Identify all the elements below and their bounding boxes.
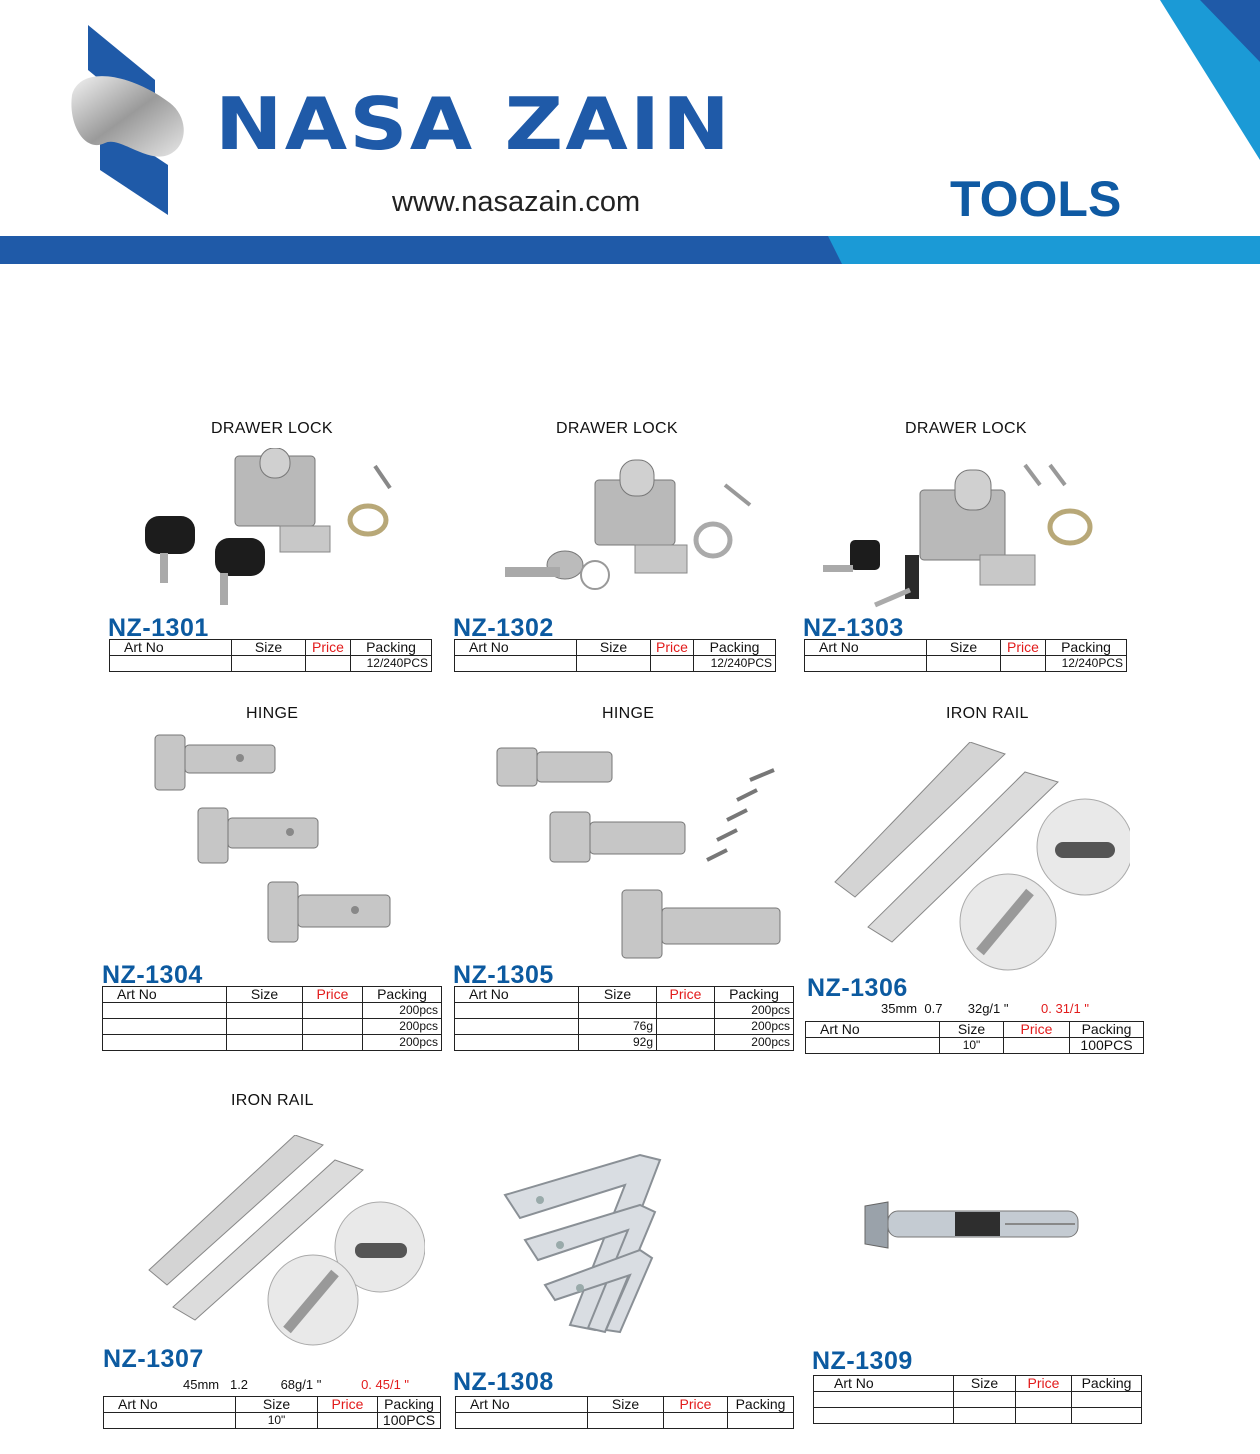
price-header: Price: [664, 1397, 728, 1413]
size-cell: 10": [940, 1038, 1004, 1054]
product-table: [804, 639, 1127, 672]
size-cell: 92g: [579, 1035, 657, 1051]
packing-cell: 200pcs: [363, 1019, 442, 1035]
packing-cell: 200pcs: [715, 1003, 794, 1019]
packing-header: Packing: [363, 987, 442, 1003]
spec-thickness: 1.2: [229, 1377, 249, 1392]
price-cell: [1016, 1392, 1072, 1408]
size-cell: [954, 1392, 1016, 1408]
size-cell: [232, 656, 306, 672]
spec-weight: 68g/1 ": [280, 1377, 322, 1392]
product-table: [454, 639, 776, 672]
art-no-header: Art No: [103, 987, 227, 1003]
spec-thickness: 0.7: [924, 1001, 943, 1016]
art-no-cell: [455, 1003, 579, 1019]
price-header: Price: [657, 987, 715, 1003]
art-no-header: Art No: [104, 1397, 236, 1413]
packing-cell: [1072, 1408, 1142, 1424]
size-header: Size: [227, 987, 303, 1003]
price-cell: [303, 1003, 363, 1019]
spec-width: 45mm: [183, 1377, 220, 1392]
packing-header: Packing: [351, 640, 432, 656]
product-table: [103, 1396, 441, 1429]
art-no-cell: [814, 1408, 954, 1424]
art-no-cell: [814, 1392, 954, 1408]
price-header: Price: [1016, 1376, 1072, 1392]
drawer-lock-image: [495, 455, 775, 605]
packing-cell: 12/240PCS: [694, 656, 776, 672]
size-cell: [588, 1413, 664, 1429]
packing-cell: 12/240PCS: [1046, 656, 1127, 672]
price-header: Price: [303, 987, 363, 1003]
iron-rail-image: [830, 742, 1130, 974]
price-cell: [318, 1413, 378, 1429]
product-code: NZ-1309: [812, 1347, 913, 1375]
corner-decoration: [1090, 0, 1260, 160]
product-code: NZ-1307: [103, 1345, 204, 1373]
size-cell: [227, 1035, 303, 1051]
product-spec: [183, 1377, 409, 1392]
art-no-cell: [455, 656, 577, 672]
art-no-header: Art No: [455, 640, 577, 656]
size-cell: [927, 656, 1001, 672]
size-cell: 10": [236, 1413, 318, 1429]
size-cell: [227, 1003, 303, 1019]
product-title: DRAWER LOCK: [211, 420, 333, 437]
art-no-cell: [104, 1413, 236, 1429]
art-no-cell: [456, 1413, 588, 1429]
packing-header: Packing: [1070, 1022, 1144, 1038]
product-code: NZ-1304: [102, 961, 203, 989]
art-no-cell: [103, 1035, 227, 1051]
packing-cell: 200pcs: [363, 1035, 442, 1051]
price-header: Price: [1004, 1022, 1070, 1038]
price-cell: [664, 1413, 728, 1429]
packing-header: Packing: [715, 987, 794, 1003]
size-header: Size: [579, 987, 657, 1003]
packing-cell: 100PCS: [378, 1413, 441, 1429]
brand-logo: [60, 25, 195, 215]
product-code: NZ-1302: [453, 614, 554, 642]
packing-cell: [728, 1413, 794, 1429]
art-no-header: Art No: [814, 1376, 954, 1392]
product-code: NZ-1303: [803, 614, 904, 642]
size-header: Size: [940, 1022, 1004, 1038]
art-no-header: Art No: [110, 640, 232, 656]
size-header: Size: [588, 1397, 664, 1413]
price-cell: [657, 1019, 715, 1035]
corner-bracket-image: [500, 1150, 750, 1335]
drawer-lock-image: [815, 455, 1105, 615]
packing-header: Packing: [378, 1397, 441, 1413]
packing-header: Packing: [694, 640, 776, 656]
art-no-cell: [103, 1019, 227, 1035]
section-title: TOOLS: [950, 171, 1122, 227]
price-header: Price: [318, 1397, 378, 1413]
art-no-cell: [806, 1038, 940, 1054]
product-table: [455, 1396, 794, 1429]
packing-header: Packing: [1072, 1376, 1142, 1392]
price-cell: [657, 1003, 715, 1019]
product-title: HINGE: [602, 705, 655, 722]
hinge-image: [492, 740, 787, 970]
art-no-header: Art No: [805, 640, 927, 656]
size-header: Size: [236, 1397, 318, 1413]
iron-rail-image: [145, 1135, 425, 1347]
brand-name: NASA ZAIN: [215, 82, 733, 166]
product-code: NZ-1305: [453, 961, 554, 989]
anchor-bolt-image: [860, 1198, 1085, 1253]
packing-cell: 200pcs: [715, 1019, 794, 1035]
packing-cell: 12/240PCS: [351, 656, 432, 672]
art-no-header: Art No: [455, 987, 579, 1003]
product-code: NZ-1306: [807, 974, 908, 1002]
size-header: Size: [232, 640, 306, 656]
drawer-lock-image: [140, 448, 430, 608]
art-no-cell: [805, 656, 927, 672]
product-table: [109, 639, 432, 672]
price-cell: [657, 1035, 715, 1051]
product-table: [454, 986, 794, 1051]
spec-price: 0. 45/1 ": [361, 1377, 410, 1392]
product-code: NZ-1308: [453, 1368, 554, 1396]
size-header: Size: [577, 640, 651, 656]
size-header: Size: [927, 640, 1001, 656]
art-no-cell: [103, 1003, 227, 1019]
product-title: DRAWER LOCK: [556, 420, 678, 437]
product-title: DRAWER LOCK: [905, 420, 1027, 437]
packing-cell: 200pcs: [363, 1003, 442, 1019]
product-table: [102, 986, 442, 1051]
packing-cell: [1072, 1392, 1142, 1408]
spec-price: 0. 31/1 ": [1041, 1001, 1089, 1016]
size-cell: [954, 1408, 1016, 1424]
spec-width: 35mm: [881, 1001, 918, 1016]
header-band: [0, 236, 1260, 266]
price-cell: [303, 1035, 363, 1051]
hinge-image: [150, 730, 400, 955]
spec-weight: 32g/1 ": [967, 1001, 1009, 1016]
price-cell: [303, 1019, 363, 1035]
art-no-cell: [110, 656, 232, 672]
price-cell: [306, 656, 351, 672]
price-header: Price: [651, 640, 694, 656]
art-no-cell: [455, 1035, 579, 1051]
price-cell: [1016, 1408, 1072, 1424]
size-cell: [579, 1003, 657, 1019]
size-cell: 76g: [579, 1019, 657, 1035]
product-spec: [881, 1001, 1089, 1016]
price-cell: [1001, 656, 1046, 672]
product-table: [805, 1021, 1144, 1054]
product-table: [813, 1375, 1142, 1424]
product-title: HINGE: [246, 705, 299, 722]
price-header: Price: [306, 640, 351, 656]
product-title: IRON RAIL: [946, 705, 1029, 722]
packing-cell: 200pcs: [715, 1035, 794, 1051]
price-cell: [651, 656, 694, 672]
packing-header: Packing: [728, 1397, 794, 1413]
packing-header: Packing: [1046, 640, 1127, 656]
art-no-header: Art No: [806, 1022, 940, 1038]
website-url[interactable]: www.nasazain.com: [392, 186, 641, 218]
size-header: Size: [954, 1376, 1016, 1392]
packing-cell: 100PCS: [1070, 1038, 1144, 1054]
product-code: NZ-1301: [108, 614, 209, 642]
product-title: IRON RAIL: [231, 1092, 314, 1109]
art-no-header: Art No: [456, 1397, 588, 1413]
price-cell: [1004, 1038, 1070, 1054]
price-header: Price: [1001, 640, 1046, 656]
size-cell: [577, 656, 651, 672]
size-cell: [227, 1019, 303, 1035]
art-no-cell: [455, 1019, 579, 1035]
